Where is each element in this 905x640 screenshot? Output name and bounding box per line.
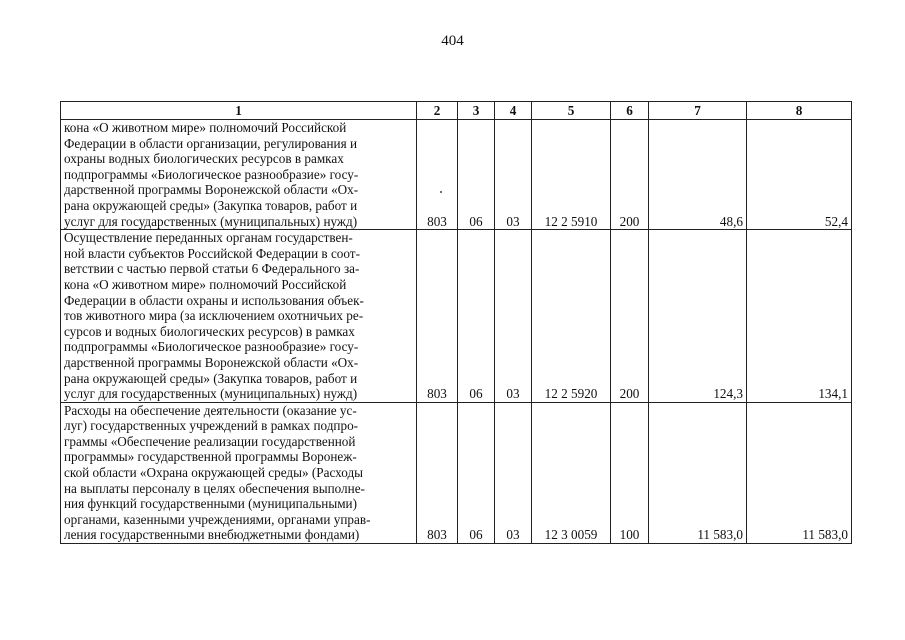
cell-amount-col8: 52,4	[747, 120, 852, 230]
description-line: кона «О животном мире» полномочий Российской	[64, 276, 347, 292]
cell-expense-type: 100	[611, 402, 649, 543]
header-col-3: 3	[458, 102, 495, 120]
cell-section: 06	[458, 402, 495, 543]
header-col-7: 7	[649, 102, 747, 120]
cell-section: 06	[458, 120, 495, 230]
row-description	[61, 120, 417, 230]
description-line: на выплаты персоналу в целях обеспечения выполне-	[64, 480, 365, 496]
cell-expense-type: 200	[611, 230, 649, 403]
row-description	[61, 230, 417, 403]
description-line: охраны водных биологических ресурсов в рамках	[64, 151, 344, 167]
cell-ministry-code: 803	[417, 230, 458, 403]
description-line: услуг для государственных (муниципальных) нужд)	[64, 213, 358, 229]
description-line: программы» государственной программы Воронеж-	[64, 449, 357, 465]
description-line: Расходы на обеспечение деятельности (оказание ус-	[64, 402, 357, 418]
cell-subsection: 03	[495, 230, 532, 403]
cell-ministry-code: 803	[417, 120, 458, 230]
description-line: граммы «Обеспечение реализации государственной	[64, 433, 356, 449]
page-number: 404	[441, 33, 464, 49]
cell-expense-type: 200	[611, 120, 649, 230]
description-line: ской области «Охрана окружающей среды» (Расходы	[64, 465, 364, 481]
description-line: ния функций государственными (муниципальными)	[64, 496, 358, 512]
cell-amount-col7: 11 583,0	[649, 402, 747, 543]
header-col-1: 1	[61, 102, 417, 120]
header-col-2: 2	[417, 102, 458, 120]
cell-target-item: 12 2 5910	[532, 120, 611, 230]
description-line: услуг для государственных (муниципальных) нужд)	[64, 386, 358, 402]
header-col-8: 8	[747, 102, 852, 120]
cell-ministry-code: 803	[417, 402, 458, 543]
description-line: органами, казенными учреждениями, органами управ-	[64, 511, 371, 527]
description-line: рана окружающей среды» (Закупка товаров, работ и	[64, 197, 358, 213]
description-line: тов животного мира (за исключением охотничьих ре-	[64, 308, 364, 324]
description-line: ной власти субъектов Российской Федерации в соот-	[64, 245, 360, 261]
description-line: рана окружающей среды» (Закупка товаров, работ и	[64, 370, 358, 386]
cell-amount-col7: 48,6	[649, 120, 747, 230]
cell-amount-col7: 124,3	[649, 230, 747, 403]
header-col-5: 5	[532, 102, 611, 120]
description-line: Федерации в области организации, регулирования и	[64, 135, 358, 151]
budget-table	[60, 101, 852, 544]
cell-section: 06	[458, 230, 495, 403]
header-row	[61, 102, 852, 120]
table-row	[61, 402, 852, 543]
description-line: подпрограммы «Биологическое разнообразие» госу-	[64, 166, 359, 182]
table-row	[61, 120, 852, 230]
description-line: луг) государственных учреждений в рамках подпро-	[64, 418, 359, 434]
cell-subsection: 03	[495, 402, 532, 543]
description-line: подпрограммы «Биологическое разнообразие» госу-	[64, 339, 359, 355]
description-line: ления государственными внебюджетными фондами)	[64, 527, 360, 543]
description-line: сурсов и водных биологических ресурсов) в рамках	[64, 323, 355, 339]
description-line: Осуществление переданных органам государствен-	[64, 230, 353, 246]
cell-target-item: 12 2 5920	[532, 230, 611, 403]
cell-amount-col8: 11 583,0	[747, 402, 852, 543]
description-line: кона «О животном мире» полномочий Российской	[64, 120, 347, 135]
table-row	[61, 230, 852, 403]
row-description	[61, 402, 417, 543]
description-line: ветствии с частью первой статьи 6 Федерального за-	[64, 261, 360, 277]
cell-subsection: 03	[495, 120, 532, 230]
description-line: дарственной программы Воронежской области «Ох-	[64, 354, 359, 370]
header-col-6: 6	[611, 102, 649, 120]
cell-amount-col8: 134,1	[747, 230, 852, 403]
description-line: дарственной программы Воронежской области «Ох-	[64, 182, 359, 198]
description-line: Федерации в области охраны и использования объек-	[64, 292, 364, 308]
cell-target-item: 12 3 0059	[532, 402, 611, 543]
header-col-4: 4	[495, 102, 532, 120]
